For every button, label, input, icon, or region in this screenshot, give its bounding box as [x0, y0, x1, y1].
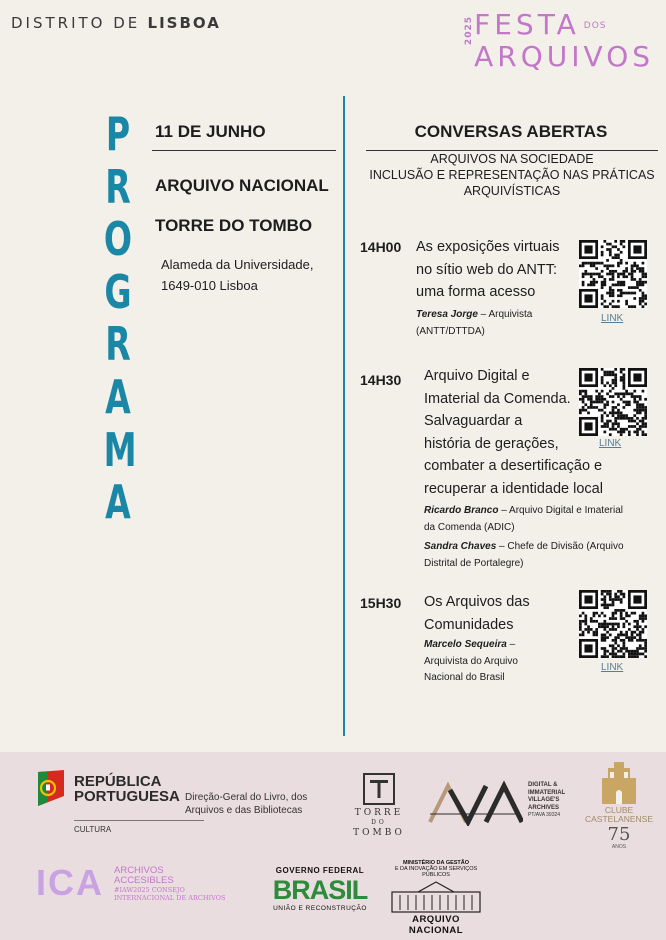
session-link[interactable]: LINK: [601, 313, 624, 324]
vertical-divider: [343, 96, 345, 736]
session-time: 14H30: [360, 372, 402, 388]
torre-do-tombo-logo: TORRE DO TOMBO: [344, 772, 414, 836]
session-time: 15H30: [360, 595, 402, 611]
session-time: 14H00: [360, 239, 402, 255]
republica-portuguesa-logo: REPÚBLICA PORTUGUESA CULTURA: [34, 766, 179, 836]
program-title: CONVERSAS ABERTAS: [414, 122, 608, 141]
session-title: Os Arquivos das Comunidades: [424, 594, 530, 633]
session-speakers: Teresa Jorge – Arquivista (ANTT/DTTDA): [416, 309, 533, 337]
speaker-name: Marcelo Sequeira: [424, 639, 507, 650]
program-subtitle: ARQUIVOS NA SOCIEDADE INCLUSÃO E REPRESENTAÇÃO NAS PRÁTICAS ARQUIVÍSTICAS: [369, 152, 655, 198]
brasil-wordmark: BRASIL: [272, 875, 368, 905]
qr-code: [579, 240, 647, 308]
district-label: DISTRITO DE LISBOA: [11, 14, 221, 32]
speaker-name: Sandra Chaves: [424, 541, 497, 552]
speaker-name: Teresa Jorge: [416, 309, 478, 320]
date-underline: [152, 150, 336, 151]
partner-logos-footer: [0, 752, 666, 940]
session-speakers: Ricardo Branco – Arquivo Digital e Imaterial da Comenda (ADIC) Sandra Chaves – Chefe de Divisão (Arquivo Distrital de Portalegre): [424, 505, 624, 569]
governo-federal-brasil-logo: GOVERNO FEDERAL BRASIL UNIÃO E RECONSTRUÇÃO: [272, 866, 368, 912]
programa-vertical-title: P R O G R A M A: [103, 107, 137, 530]
ava-archives-logo: DIGITAL & IMMATERIAL VILLAGE'S ARCHIVES PT/AVA 39324: [428, 780, 578, 830]
session-link[interactable]: LINK: [601, 662, 624, 673]
arquivo-nacional-building-icon: [388, 880, 484, 914]
session-speakers: Marcelo Sequeira – Arquivista do Arquivo Nacional do Brasil: [424, 639, 518, 683]
session-title: Arquivo Digital e Imaterial da Comenda. Salvaguardar a história de gerações, combater a desertificação e recuperar a identidade local: [424, 368, 603, 497]
arquivo-nacional-logo: MINISTÉRIO DA GESTÃO E DA INOVAÇÃO EM SERVIÇOS PÚBLICOS ARQUIVO NACIONAL: [384, 860, 488, 930]
qr-code: [579, 590, 647, 658]
festa-word: FESTA: [474, 8, 580, 41]
venue-name-line2: TORRE DO TOMBO: [155, 216, 313, 235]
festa-dos: DOS: [583, 21, 607, 31]
castle-icon: [596, 758, 642, 806]
festa-year: 2025: [464, 16, 475, 46]
session-link[interactable]: LINK: [599, 438, 622, 449]
clube-castelanense-logo: CLUBE CASTELANENSE 75 ANOS: [578, 758, 660, 858]
qr-code: [579, 368, 647, 436]
portugal-flag-icon: [34, 768, 68, 812]
session-title: As exposições virtuais no sítio web do ANTT: uma forma acesso: [416, 239, 560, 300]
ava-mark-icon: [428, 780, 523, 826]
venue-address: Alameda da Universidade, 1649-010 Lisboa: [161, 257, 314, 293]
speaker-name: Ricardo Branco: [424, 505, 499, 516]
venue-name-line1: ARQUIVO NACIONAL: [155, 176, 329, 195]
arquivos-word: ARQUIVOS: [474, 40, 654, 73]
event-date: 11 DE JUNHO: [155, 122, 266, 141]
ica-archivos-accesibles-logo: ICA ARCHIVOS ACCESIBLES #IAW2025 CONSEJO INTERNACIONAL DE ARCHIVOS: [36, 862, 226, 903]
torre-do-tombo-mark-icon: [362, 772, 396, 806]
festa-dos-arquivos-logo: [464, 8, 654, 73]
dglab-logo: Direção-Geral do Livro, dos Arquivos e das Bibliotecas: [185, 792, 308, 816]
